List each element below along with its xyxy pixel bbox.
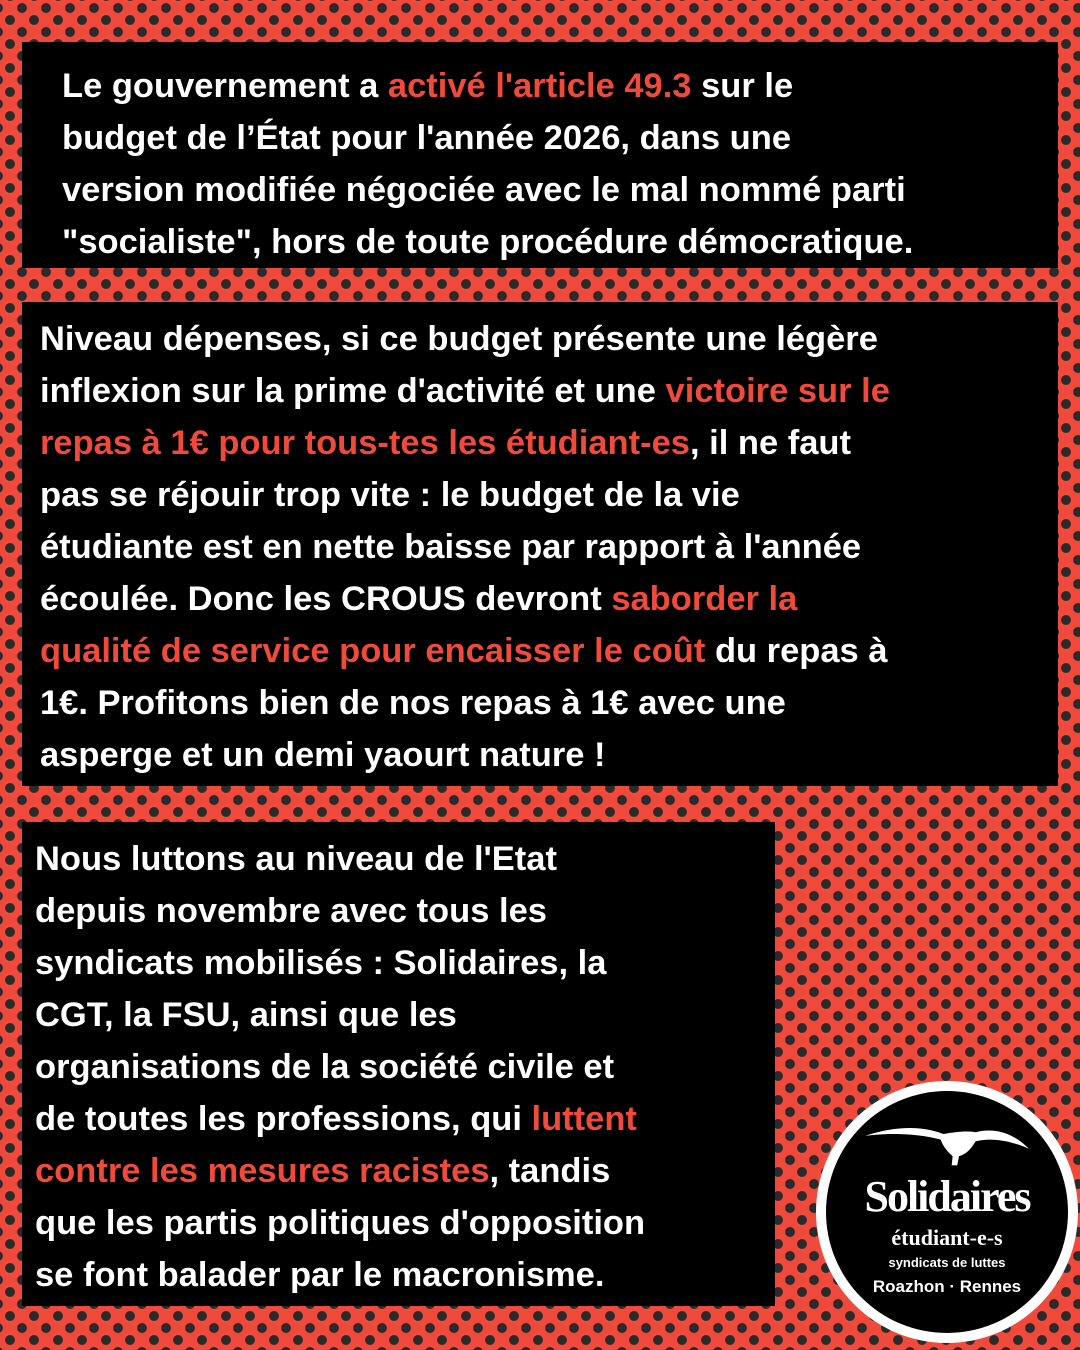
text-segment: asperge et un demi yaourt nature ! (40, 736, 606, 774)
highlighted-text: victoire sur le (665, 372, 890, 410)
text-line (40, 417, 1058, 469)
text-line (40, 521, 1058, 573)
text-line (35, 1093, 775, 1145)
text-segment: Le gouvernement a (62, 67, 388, 105)
text-segment: du repas à (705, 632, 888, 670)
text-line (62, 164, 1058, 216)
text-line (40, 313, 1058, 365)
text-segment: se font balader par le macronisme. (35, 1256, 605, 1294)
text-segment: inflexion sur la prime d'activité et une (40, 372, 666, 410)
text-line (40, 365, 1058, 417)
text-segment: que les partis politiques d'opposition (35, 1204, 646, 1242)
text-segment: Nous luttons au niveau de l'Etat (35, 840, 557, 878)
text-line (35, 989, 775, 1041)
text-segment: écoulée. Donc les CROUS devront (40, 580, 612, 618)
seagull-icon (858, 1123, 1038, 1169)
text-block-luttes (22, 822, 775, 1306)
text-line (40, 469, 1058, 521)
text-segment: étudiante est en nette baisse par rapport à l'année (40, 528, 862, 566)
text-block-article-49-3 (22, 42, 1058, 268)
text-segment: , tandis (489, 1152, 611, 1190)
text-segment: "socialiste", hors de toute procédure démocratique. (62, 223, 914, 261)
text-line (40, 729, 1058, 781)
logo-name: Solidaires (864, 1172, 1030, 1221)
text-segment: sur le (691, 67, 794, 105)
logo-sub: étudiant-e-s (891, 1225, 1003, 1250)
text-segment: 1€. Profitons bien de nos repas à 1€ avec une (40, 684, 786, 722)
text-line (62, 60, 1058, 112)
text-segment: organisations de la société civile et (35, 1048, 615, 1086)
text-segment: version modifiée négociée avec le mal nommé parti (62, 171, 906, 209)
text-segment: Niveau dépenses, si ce budget présente une légère (40, 320, 878, 358)
text-line (35, 1041, 775, 1093)
text-segment: budget de l’État pour l'année 2026, dans une (62, 119, 792, 157)
text-line (40, 625, 1058, 677)
text-segment: pas se réjouir trop vite : le budget de la vie (40, 476, 740, 514)
highlighted-text: luttent (531, 1100, 637, 1138)
text-line (35, 1145, 775, 1197)
text-line (35, 937, 775, 989)
highlighted-text: activé l'article 49.3 (387, 67, 692, 105)
highlighted-text: repas à 1€ pour tous-tes les étudiant-es (40, 424, 690, 462)
text-line (35, 885, 775, 937)
text-segment: , il ne faut (689, 424, 851, 462)
highlighted-text: qualité de service pour encaisser le coût (40, 632, 706, 670)
text-segment: syndicats mobilisés : Solidaires, la (35, 944, 607, 982)
text-line (35, 1249, 775, 1301)
logo-city: Roazhon · Rennes (872, 1277, 1022, 1296)
text-line (62, 216, 1058, 268)
text-line (35, 1197, 775, 1249)
highlighted-text: saborder la (611, 580, 798, 618)
text-line (62, 112, 1058, 164)
text-line (40, 677, 1058, 729)
text-segment: depuis novembre avec tous les (35, 892, 547, 930)
solidaires-logo (816, 1081, 1078, 1343)
text-segment: CGT, la FSU, ainsi que les (35, 996, 457, 1034)
text-line (40, 573, 1058, 625)
text-segment: de toutes les professions, qui (35, 1100, 532, 1138)
text-line (35, 833, 775, 885)
logo-tagline: syndicats de luttes (888, 1255, 1006, 1270)
text-block-budget-depenses (22, 302, 1058, 786)
highlighted-text: contre les mesures racistes (35, 1152, 490, 1190)
